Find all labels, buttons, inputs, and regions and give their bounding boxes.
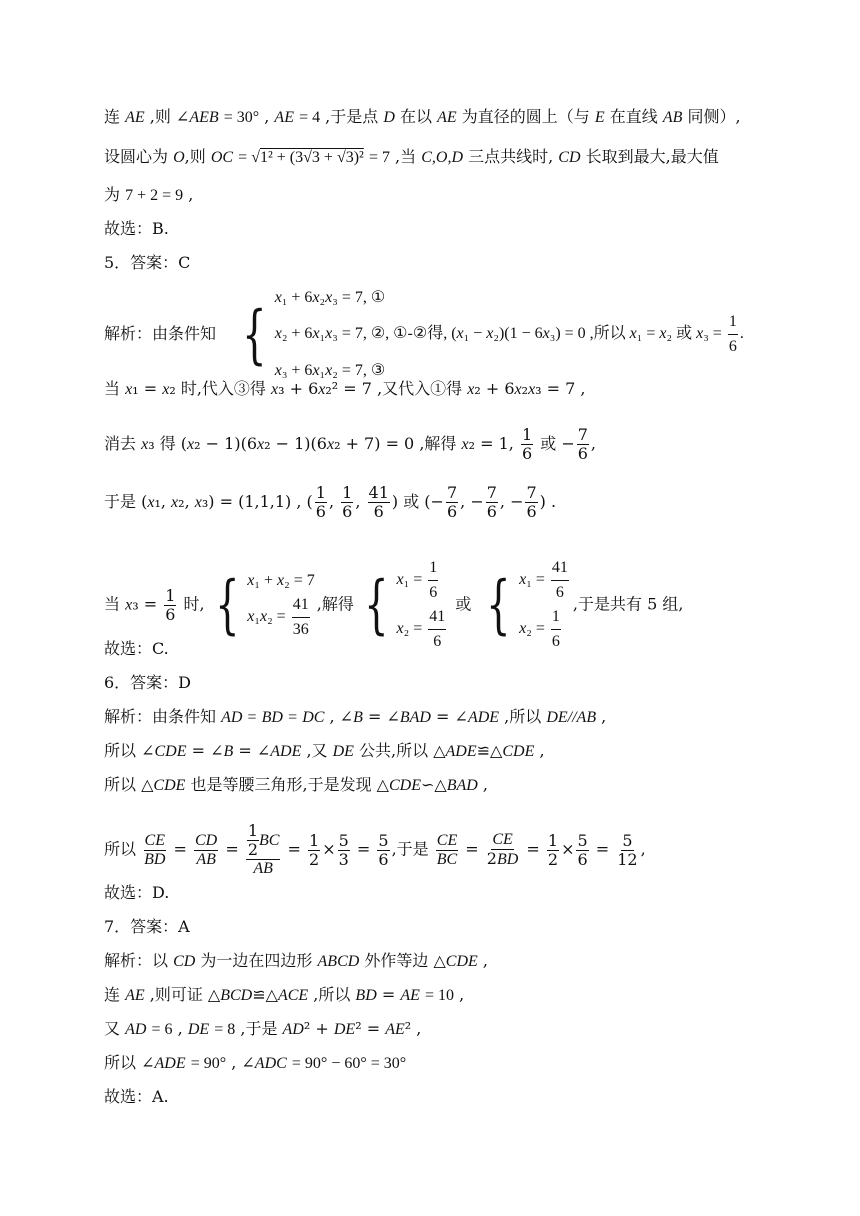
text-line: 所以 ∠ADE = 90° , ∠ADC = 90° − 60° = 30° [104,1053,407,1072]
text-line: 当 x₁ = x₂ 时,代入③得 x₃ + 6x₂² = 7 ,又代入①得 x₂ + 6x₂x₃ = 7 , [104,379,586,398]
text-line: 故选：B. [104,219,169,238]
text-line: 所以 $\frac{CE}{BD}$ = $\frac{CD}{AB}$ = $\frac{1}{2}$ BC AB = $\frac{1}{2}$ × $\frac{5}{3}$ = $\frac{5}{6}$ ,于是 $\frac{CE}{BC}$ = $\frac{CE}{2BD}$ = $\frac{1}{2}$ × $\frac{5}{6}$ = $\frac{5}{12}$ , [104,821,646,877]
text-line: 为 7 + 2 = 9 , [104,185,194,204]
text-line: 连 AE ,则 ∠AEB = 30° , AE = 4 ,于是点 D 在以 AE 为直径的圆上（与 E 在直线 AB 同侧）, [104,107,741,126]
text-line: 所以 △CDE 也是等腰三角形,于是发现 △CDE∽△BAD , [104,775,488,794]
text-line: 故选：D. [104,883,170,902]
text-line: 故选：A. [104,1087,169,1106]
text-line: 解析：由条件知 AD = BD = DC , ∠B = ∠BAD = ∠ADE ,所以 DE//AB , [104,707,607,726]
text-line: 设圆心为 O,则 OC = √1² + (3√3 + √3)² = 7 ,当 C,O,D 三点共线时, CD 长取到最大,最大值 [104,147,719,166]
answer-heading: 5．答案：C [104,253,191,272]
text-line: 解析：以 CD 为一边在四边形 ABCD 外作等边 △CDE , [104,951,488,970]
text-line: 故选：C. [104,639,169,658]
text-line: 当 x₃ = $\frac{1}{6}$ 时, { x₁ + x₂ = 7 x₁x₂ = $\frac{41}{36}$ ,解得 { x₁ = $\frac{1}{6}$ x₂ = $\frac{41}{6}$ 或 { x₁ = $\frac{41}{6}$ x₂ = $\frac{1}{6}$ ,于是共有 5 组, [104,556,683,654]
text-line: 于是 (x₁, x₂, x₃) = (1,1,1) , ( $\frac{1}{6}$ , $\frac{1}{6}$ , $\frac{41}{6}$ ) 或 (− $\frac{7}{6}$ , − $\frac{7}{6}$ , − $\frac{7}{6}$ ) . [104,483,557,521]
text-line: 解析：由条件知 { x₁ + 6x₂x₃ = 7, ① x₂ + 6x₁x₃ = 7, ②, ①-②得, (x₁ − x₂)(1 − 6x₃) = 0 ,所以 x₁ = x₂ 或 x₃ = $\frac{1}{6}$ . x₃ + 6x₁x₂ = 7, ③ [104,289,744,379]
text-line: 消去 x₃ 得 (x₂ − 1)(6x₂ − 1)(6x₂ + 7) = 0 ,解得 x₂ = 1, $\frac{1}{6}$ 或 − $\frac{7}{6}$ , [104,425,597,463]
answer-heading: 6．答案：D [104,673,192,692]
answer-heading: 7．答案：A [104,917,190,936]
text-line: 连 AE ,则可证 △BCD≌△ACE ,所以 BD = AE = 10 , [104,985,465,1004]
text-line: 所以 ∠CDE = ∠B = ∠ADE ,又 DE 公共,所以 △ADE≌△CDE , [104,741,545,760]
analysis-prefix: 解析：由条件知 [104,324,217,343]
text-line: 又 AD = 6 , DE = 8 ,于是 AD² + DE² = AE² , [104,1019,422,1038]
